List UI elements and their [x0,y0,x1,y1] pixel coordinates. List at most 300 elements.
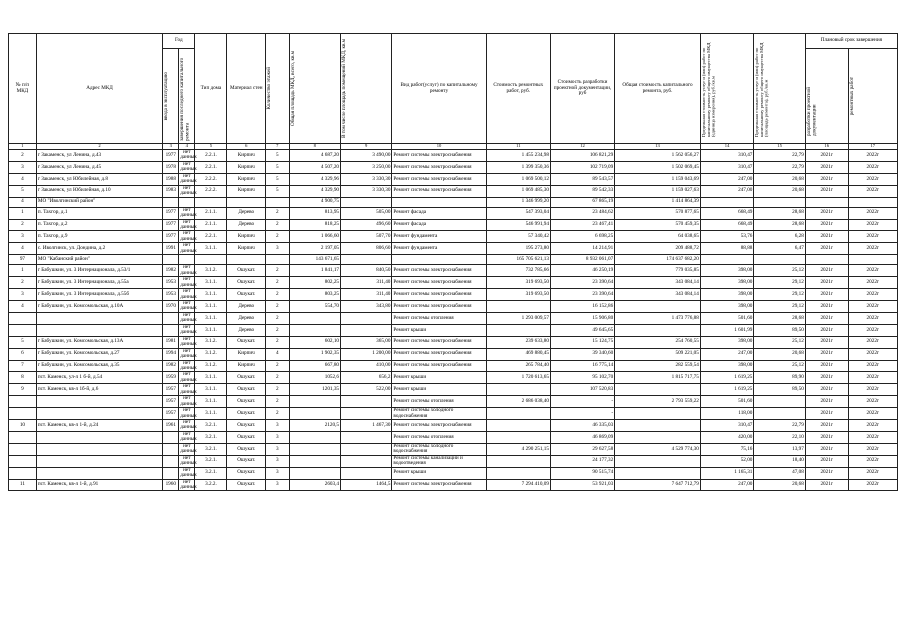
cell-cost-total [615,324,701,336]
cell-no: 6 [9,348,37,360]
cell-year-built: 1994 [163,348,179,360]
column-number: 9 [341,144,392,150]
cell-area [289,396,340,408]
header-term-design: разработки проектной документации [805,86,818,136]
cell-floors: 5 [266,185,290,197]
table-row [9,348,898,360]
cell-floors: 3 [266,467,290,479]
cell-year-built: 1982 [163,265,179,277]
column-number: 11 [486,144,550,150]
cell-year-built: 1977 [163,219,179,231]
cell-term-works: 2022г [848,467,897,479]
column-number: 16 [805,144,848,150]
cell-cost-total [615,455,701,467]
cell-address: пст. Каменск, ул-л 1 б-й, д.54 [36,372,162,384]
cell-address [36,324,162,336]
cell-limit-unit: 398,00 [700,265,754,277]
cell-year-built: 1981 [163,336,179,348]
table-row [9,150,898,162]
cell-limit-sqm: 25,12 [754,360,805,372]
cell-year-built: 1957 [163,408,179,420]
header-address: Адрес МКД [36,34,162,144]
cell-floors: 2 [266,300,290,312]
cell-cost-design: 49 645,65 [550,324,614,336]
cell-limit-unit: 247,00 [700,185,754,197]
cell-cost-repair: 546 991,94 [486,219,550,231]
cell-type: 2.1.1. [195,207,227,219]
cell-limit-unit: 52,00 [700,455,754,467]
cell-work: Ремонт системы электроснабжения [392,360,486,372]
cell-limit-unit: 247,00 [700,173,754,185]
cell-type: 3.2.1. [195,420,227,432]
cell-cost-design: 23 484,62 [550,207,614,219]
cell-material: Дерево [227,324,266,336]
cell-area: 2 197,05 [289,243,340,255]
cell-limit-sqm: 22,79 [754,150,805,162]
cell-year-built: 1977 [163,231,179,243]
cell-year-last: нет данных [180,454,197,467]
cell-cost-design: - [550,408,614,420]
cell-material: Кирпич [227,173,266,185]
cell-limit-sqm [754,255,805,265]
cell-cost-total: 1 502 069,45 [615,161,701,173]
cell-area: 813,95 [289,207,340,219]
table-row [9,185,898,197]
cell-term-works: 2022г [848,173,897,185]
cell-no: 11 [9,479,37,491]
cell-area [289,443,340,455]
cell-year-last: нет данных [180,184,197,197]
cell-year-built [163,255,179,265]
cell-limit-sqm: 28,68 [754,312,805,324]
cell-year-last: нет данных [180,149,197,161]
cell-type [195,197,227,207]
cell-area-res [341,443,392,455]
cell-year-built: 1977 [163,207,179,219]
cell-year-built: 1977 [163,150,179,162]
cell-term-design: 2021г [805,219,848,231]
cell-address: пст. Каменск, кв-л 1б-й, д.6 [36,384,162,396]
cell-address: г Бабушкин, ул. 3 Интернационала, д.55а [36,277,162,289]
cell-area-res: 840,50 [341,265,392,277]
cell-term-design: 2021г [805,185,848,197]
cell-area: 4 687,20 [289,150,340,162]
cell-area-res: 3 330,30 [341,185,392,197]
cell-cost-repair: 1 069 485,30 [486,185,550,197]
cell-area-res [341,312,392,324]
cell-type: 3.2.1. [195,443,227,455]
cell-type: 3.1.1. [195,300,227,312]
cell-term-design [805,197,848,207]
cell-area: 2120,5 [289,420,340,432]
cell-cost-total: 1 562 056,27 [615,150,701,162]
cell-no [9,431,37,443]
cell-area-res [341,455,392,467]
column-number: 17 [848,144,897,150]
cell-cost-repair: 469 880,45 [486,348,550,360]
cell-cost-total: 343 084,14 [615,277,701,289]
cell-material: Кирпич [227,348,266,360]
cell-limit-sqm: 20,68 [754,173,805,185]
cell-type: 3.2.1. [195,455,227,467]
table-row [9,300,898,312]
cell-limit-unit: 420,00 [700,431,754,443]
cell-cost-design: 89 542,33 [550,185,614,197]
table-row [9,443,898,455]
cell-area [289,455,340,467]
cell-cost-design: 102 719,09 [550,161,614,173]
cell-cost-total [615,467,701,479]
cell-year-last: нет данных [180,299,197,312]
cell-year-last: нет данных [180,430,197,443]
column-number: 7 [266,144,290,150]
cell-type: 2.2.2. [195,173,227,185]
cell-cost-repair: 195 273,80 [486,243,550,255]
table-row [9,173,898,185]
cell-term-design: 2021г [805,265,848,277]
cell-floors: 2 [266,360,290,372]
cell-year-last: нет данных [180,419,197,431]
cell-limit-unit: 247,00 [700,348,754,360]
cell-term-works: 2022г [848,360,897,372]
table-row [9,289,898,301]
cell-no: 2 [9,277,37,289]
cell-material: Кирпич [227,185,266,197]
header-area-res: В том числе площадь помещений МКД, кв.м [341,39,347,138]
cell-limit-sqm: 22,79 [754,420,805,432]
cell-limit-unit: 75,16 [700,443,754,455]
cell-cost-total [615,420,701,432]
cell-no: 9 [9,384,37,396]
cell-material [227,197,266,207]
cell-area [289,312,340,324]
cell-limit-sqm: 47,08 [754,467,805,479]
cell-year-last: нет данных [180,276,197,288]
cell-area-res: 343,80 [341,300,392,312]
cell-cost-repair [486,300,550,312]
column-number: 4 [179,144,195,150]
cell-work: Ремонт системы электроснабжения [392,265,486,277]
column-number: 10 [392,144,486,150]
cell-year-last: нет данных [180,288,197,300]
cell-term-works: 2022г [848,219,897,231]
cell-term-works: 2022г [848,300,897,312]
cell-year-built: 1970 [163,300,179,312]
cell-year-built: 1960 [163,479,179,491]
cell-cost-repair: 165 705 621,13 [486,255,550,265]
cell-material: Кирпич [227,231,266,243]
cell-area-res: 3 250,00 [341,161,392,173]
cell-address: МО "Кабанский район" [36,255,162,265]
cell-material: Дерево [227,312,266,324]
cell-year-built: 1978 [163,161,179,173]
cell-floors: 2 [266,372,290,384]
cell-limit-unit [700,255,754,265]
cell-cost-design: 46 250,19 [550,265,614,277]
cell-no: 4 [9,197,37,207]
cell-cost-design: 46 869,09 [550,431,614,443]
cell-area-res: 410,00 [341,360,392,372]
cell-no [9,408,37,420]
cell-limit-unit: 1 619,25 [700,372,754,384]
cell-area-res [341,431,392,443]
cell-limit-sqm: 29,12 [754,300,805,312]
cell-limit-unit: 310,47 [700,161,754,173]
cell-limit-unit: 668,49 [700,219,754,231]
document-page [8,33,898,491]
cell-limit-sqm [754,408,805,420]
cell-floors: 3 [266,443,290,455]
cell-cost-repair [486,455,550,467]
cell-cost-total: 4 529 774,30 [615,443,701,455]
cell-floors: 3 [266,479,290,491]
cell-limit-unit: 1 165,31 [700,467,754,479]
cell-cost-repair: 7 294 410,09 [486,479,550,491]
cell-year-last: нет данных [180,478,197,491]
cell-type: 3.1.1. [195,277,227,289]
header-year-group: Год [163,34,195,49]
cell-limit-sqm: 13,97 [754,443,805,455]
table-row [9,277,898,289]
cell-limit-sqm: 6,47 [754,243,805,255]
cell-address: г Бабушкин, ул. 3 Интернационала, д.53/1 [36,265,162,277]
cell-work: Ремонт крыши [392,467,486,479]
cell-area-res [341,324,392,336]
cell-term-works: 2022г [848,372,897,384]
cell-term-design: 2021г [805,384,848,396]
cell-cost-design: 89 543,57 [550,173,614,185]
cell-limit-unit: 1 619,25 [700,384,754,396]
cell-work: Ремонт системы электроснабжения [392,173,486,185]
cell-type: 3.1.2. [195,348,227,360]
cell-term-works: 2022г [848,455,897,467]
cell-cost-design: 16 152,86 [550,300,614,312]
cell-area-res [341,408,392,420]
cell-term-works: 2022г [848,443,897,455]
cell-year-last: нет данных [180,242,197,254]
header-floors: Количество этажей [266,67,273,110]
cell-work: Ремонт системы отопления [392,312,486,324]
cell-limit-unit: 310,47 [700,150,754,162]
cell-limit-sqm: 20,68 [754,479,805,491]
header-term-group: Плановый срок завершения [805,34,897,49]
header-material: Материал стен [227,34,266,144]
cell-cost-design: 106 821,29 [550,150,614,162]
table-row [9,384,898,396]
cell-limit-unit: 398,00 [700,289,754,301]
cell-limit-sqm: 29,12 [754,289,805,301]
cell-year-built [163,197,179,207]
cell-work: Ремонт крыши [392,372,486,384]
cell-term-design: 2021г [805,348,848,360]
cell-floors: 2 [266,265,290,277]
cell-area: 4 329,90 [289,185,340,197]
cell-floors: 2 [266,207,290,219]
cell-area: 2603,4 [289,479,340,491]
cell-term-design: 2021г [805,300,848,312]
cell-limit-sqm: 89,90 [754,372,805,384]
table-row [9,431,898,443]
cell-area-res: 3 490,00 [341,150,392,162]
cell-area-res: 806,60 [341,243,392,255]
header-work: Вид работ(услуг) по капитальному ремонту [392,34,486,144]
cell-work: Ремонт системы электроснабжения [392,185,486,197]
cell-area: 803,25 [289,289,340,301]
cell-area-res: 311,40 [341,289,392,301]
cell-type: 3.2.2. [195,479,227,491]
cell-term-works: 2022г [848,408,897,420]
cell-address: г Закаменск, ул Ленина, д.43 [36,150,162,162]
cell-type: 3.1.1. [195,289,227,301]
cell-year-last: нет данных [180,264,197,276]
cell-limit-sqm: 20,68 [754,348,805,360]
cell-limit-unit: 398,00 [700,360,754,372]
cell-material: Ошукат. [227,431,266,443]
cell-cost-design: 14 214,91 [550,243,614,255]
cell-cost-repair: 239 633,80 [486,336,550,348]
cell-no [9,455,37,467]
cell-limit-unit: 310,47 [700,420,754,432]
cell-no: 3 [9,161,37,173]
table-row [9,467,898,479]
cell-term-works: 2022г [848,150,897,162]
column-number: 12 [550,144,614,150]
cell-cost-repair [486,384,550,396]
cell-limit-sqm: 28,68 [754,219,805,231]
cell-material: Кирпич [227,150,266,162]
cell-cost-repair: 319 693,50 [486,289,550,301]
cell-cost-design: 15 906,80 [550,312,614,324]
cell-area-res: 1 200,00 [341,348,392,360]
cell-no: 3 [9,289,37,301]
cell-cost-design: 53 921,03 [550,479,614,491]
cell-limit-sqm: 89,50 [754,324,805,336]
cell-cost-total: 7 647 712,79 [615,479,701,491]
cell-term-works: 2022г [848,265,897,277]
cell-no [9,443,37,455]
cell-year-built: 1961 [163,420,179,432]
cell-material: Ошукат. [227,420,266,432]
cell-term-design: 2021г [805,289,848,301]
cell-limit-sqm: 25,12 [754,336,805,348]
cell-area-res [341,255,392,265]
cell-no: 4 [9,173,37,185]
table-row [9,324,898,336]
cell-term-works: 2022г [848,420,897,432]
cell-term-works: 2022г [848,396,897,408]
cell-cost-repair: 2 686 038,40 [486,396,550,408]
cell-limit-unit: 247,00 [700,479,754,491]
cell-floors: 5 [266,161,290,173]
cell-year-last: нет данных [180,466,197,479]
cell-year-last: нет данных [180,311,197,324]
cell-term-design: 2021г [805,372,848,384]
cell-year-last: нет данных [180,230,197,242]
cell-work [392,255,486,265]
cell-work: Ремонт системы электроснабжения [392,479,486,491]
header-term-works: ремонтных работ [848,76,855,116]
cell-limit-sqm: 6,28 [754,231,805,243]
cell-floors: 3 [266,431,290,443]
column-number: 5 [195,144,227,150]
cell-floors: 3 [266,455,290,467]
cell-area [289,408,340,420]
table-row [9,231,898,243]
cell-cost-repair [486,420,550,432]
table-row [9,396,898,408]
cell-term-works: 2022г [848,277,897,289]
cell-address: г Бабушкин, ул. Комсомольская, д.27 [36,348,162,360]
cell-limit-unit [700,197,754,207]
cell-cost-total: 779 035,85 [615,265,701,277]
cell-year-built [163,443,179,455]
cell-no: 5 [9,336,37,348]
cell-cost-design: 23 390,64 [550,277,614,289]
cell-limit-unit: 501,60 [700,396,754,408]
cell-type: 3.1.1. [195,312,227,324]
cell-floors: 2 [266,324,290,336]
cell-area-res: 522,00 [341,384,392,396]
cell-year-last: нет данных [180,323,197,336]
cell-cost-total: 570 877,65 [615,207,701,219]
cell-work [392,197,486,207]
column-number: 3 [163,144,179,150]
cell-cost-repair: 1 720 613,65 [486,372,550,384]
cell-cost-total [615,431,701,443]
cell-cost-repair: 1 399 350,36 [486,161,550,173]
cell-term-works: 2022г [848,348,897,360]
cell-address: пст. Каменск, кв-л 1-й, д.91 [36,479,162,491]
cell-cost-design: 16 775,14 [550,360,614,372]
cell-address: г Бабушкин, ул. Комсомольская, д.13А [36,336,162,348]
cell-cost-repair: 547 393,04 [486,207,550,219]
cell-cost-total: 509 221,05 [615,348,701,360]
header-cost-repair: Стоимость ремонтных работ, руб. [486,34,550,144]
cell-no: 5 [9,185,37,197]
cell-area-res: 311,40 [341,277,392,289]
table-row [9,455,898,467]
cell-limit-unit: 398,00 [700,336,754,348]
cell-term-works: 2022г [848,324,897,336]
cell-cost-total [615,300,701,312]
cell-limit-sqm: 22,79 [754,161,805,173]
cell-address [36,443,162,455]
cell-cost-total: 1 159 043,69 [615,173,701,185]
cell-limit-unit: 398,00 [700,300,754,312]
cell-year-last: нет данных [180,359,197,371]
cell-floors: 4 [266,348,290,360]
cell-cost-design: 23 390,64 [550,289,614,301]
cell-area: 802,25 [289,277,340,289]
cell-term-works: 2022г [848,231,897,243]
cell-cost-total: 254 760,55 [615,336,701,348]
cell-floors: 2 [266,219,290,231]
cell-floors: 2 [266,408,290,420]
cell-address [36,455,162,467]
cell-material: Ошукат. [227,277,266,289]
cell-area: 1 902,35 [289,348,340,360]
cell-cost-total: 1 159 027,63 [615,185,701,197]
cell-area-res: 365,00 [341,336,392,348]
cell-type: 3.2.1. [195,467,227,479]
cell-term-works: 2022г [848,336,897,348]
cell-year-last: нет данных [180,172,197,185]
cell-work: Ремонт фасада [392,219,486,231]
table-row [9,312,898,324]
cell-address [36,408,162,420]
cell-limit-sqm: 29,12 [754,277,805,289]
cell-work: Ремонт фундамента [392,231,486,243]
